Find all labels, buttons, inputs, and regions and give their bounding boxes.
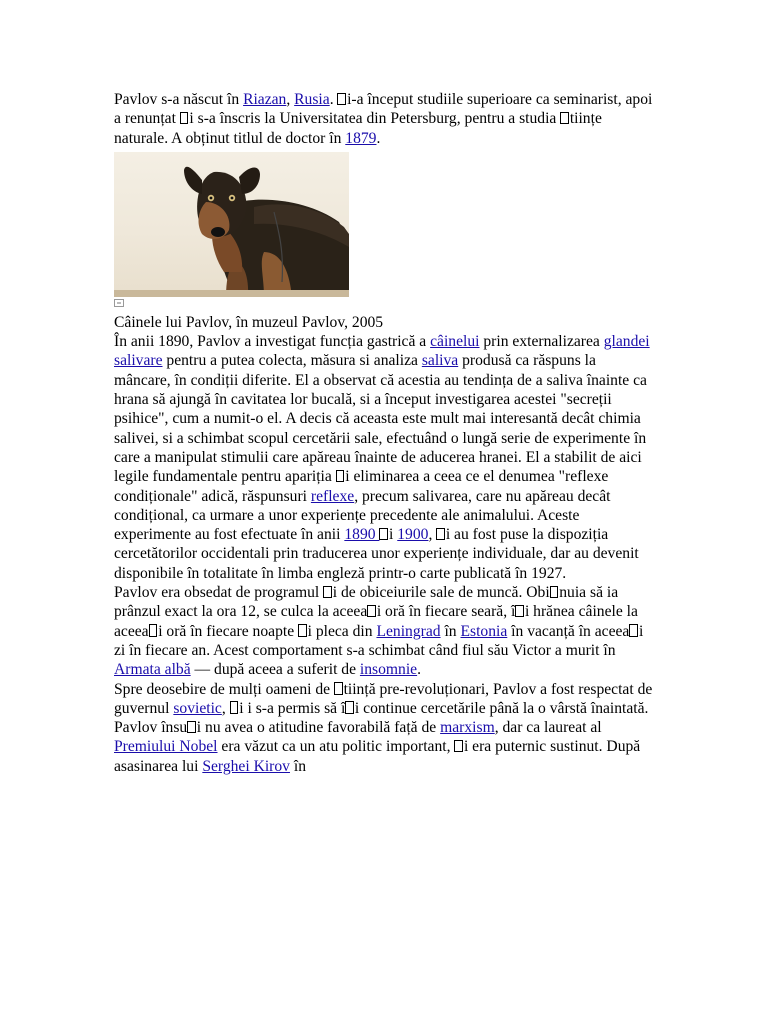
broken-image-icon	[114, 299, 124, 307]
link-estonia[interactable]: Estonia	[460, 622, 508, 640]
link-rusia[interactable]: Rusia	[294, 91, 330, 108]
paragraph-soviet	[114, 680, 654, 776]
text: .	[417, 661, 422, 679]
text: pentru a putea colecta, măsura si analiza	[162, 352, 422, 370]
paragraph-habits	[114, 583, 654, 679]
text: i oră în fiecare noapte	[158, 622, 299, 640]
missing-glyph-icon	[550, 586, 559, 598]
text: era văzut ca un atu politic important,	[217, 738, 455, 756]
link-1890[interactable]: 1890	[344, 526, 380, 544]
missing-glyph-icon	[180, 112, 189, 124]
text: i eliminarea a ceea ce el denumea "reflexe condiționale" adică, răspunsuri	[114, 468, 609, 505]
text: nuia să ia prânzul exact la ora 12, se culca la aceea	[114, 584, 619, 621]
text: ,	[428, 526, 437, 544]
text: i continue cercetările până la o vârstă înaintată. Pavlov însu	[114, 699, 649, 737]
paragraph-birth	[114, 90, 654, 148]
text: i de obiceiurile sale de muncă. Obi	[332, 584, 550, 602]
link-riazan[interactable]: Riazan	[243, 91, 287, 108]
dog-illustration	[114, 152, 349, 297]
text: i i s-a permis să î	[239, 699, 346, 717]
text: în	[440, 622, 461, 640]
text: i-a început studiile superioare ca seminarist, apoi a renunțat	[114, 91, 653, 128]
document-body	[114, 90, 654, 776]
missing-glyph-icon	[560, 112, 569, 124]
link-marxism[interactable]: marxism	[440, 719, 495, 737]
text: tiințe naturale. A obținut titlul de doctor în	[114, 110, 602, 147]
text: i au fost puse la dispoziția cercetătorilor occidentali prin traducerea unor experiențe individuale, dar au devenit disponibile în totalitate în limba engleză printr-o carte publicată în 1927.	[114, 526, 639, 582]
text: Pavlov s-a născut în	[114, 91, 244, 108]
link-insomnie[interactable]: insomnie	[359, 661, 418, 679]
dog-photo	[114, 152, 349, 297]
text: .	[376, 129, 381, 147]
text: , precum salivarea, care nu apăreau decât condițional, ca urmare a unor experiențe precedente ale animalului. Aceste experimente au fost efectuate în anii	[114, 487, 611, 544]
text: în vacanță în aceea	[507, 622, 630, 640]
text: i nu avea o atitudine favorabilă față de	[196, 719, 441, 737]
missing-glyph-icon	[436, 528, 445, 540]
text: în	[289, 757, 306, 775]
missing-glyph-icon	[334, 682, 343, 694]
text: ,	[221, 699, 230, 717]
link-1900[interactable]: 1900	[397, 526, 429, 544]
link-sovietic[interactable]: sovietic	[173, 699, 222, 717]
text: — după aceea a suferit de	[190, 661, 360, 679]
missing-glyph-icon	[379, 528, 388, 540]
link-reflexe[interactable]: reflexe	[310, 487, 355, 505]
link-premiului-nobel[interactable]: Premiului Nobel	[114, 738, 218, 756]
text: i oră în fiecare seară, î	[376, 603, 516, 621]
text: ,	[286, 91, 295, 108]
text: i hrănea câinele la aceea	[114, 603, 638, 640]
text: i era puternic sustinut. După asasinarea lui	[114, 738, 641, 775]
missing-glyph-icon	[323, 586, 332, 598]
text: Spre deosebire de mulți oameni de	[114, 680, 334, 698]
link-glandei-salivare[interactable]: glandei salivare	[114, 333, 650, 370]
link-1879[interactable]: 1879	[345, 129, 377, 147]
link-armata-alba[interactable]: Armata albă	[114, 661, 191, 679]
text: tiință pre-revoluționari, Pavlov a fost respectat de guvernul	[114, 680, 653, 717]
link-leningrad[interactable]: Leningrad	[376, 622, 441, 640]
paragraph-research	[114, 332, 654, 583]
text: produsă ca răspuns la mâncare, în condiții diferite. El a observat că acestia au tendința de a saliva înainte ca hrana să ajungă în cavitatea lor bucală, si a început investigarea acestei "secreții psihice", cum a numit-o el. A decis că aceasta este mult mai interesantă decât chimia salivei, si a schimbat scopul cercetării sale, efectuând o lungă serie de experimente în care a manipulat stimulii care apăreau înainte de aducerea hranei. El a stabilit de aici legile fundamentale pentru apariția	[114, 352, 647, 486]
missing-glyph-icon	[345, 701, 354, 713]
missing-glyph-icon	[367, 605, 376, 617]
text: Pavlov era obsedat de programul	[114, 584, 324, 602]
missing-glyph-icon	[337, 93, 346, 105]
missing-glyph-icon	[298, 624, 307, 636]
missing-glyph-icon	[515, 605, 524, 617]
missing-glyph-icon	[336, 470, 345, 482]
text: .	[329, 91, 338, 108]
link-saliva[interactable]: saliva	[421, 352, 459, 370]
missing-glyph-icon	[629, 624, 638, 636]
text: i zi în fiecare an. Acest comportament s-a schimbat când fiul său Victor a murit în	[114, 622, 644, 659]
text: i	[389, 526, 398, 544]
text: prin externalizarea	[479, 333, 604, 351]
missing-glyph-icon	[454, 740, 463, 752]
text: i s-a înscris la Universitatea din Petersburg, pentru a studia	[189, 110, 561, 128]
text: În anii 1890, Pavlov a investigat funcția gastrică a	[114, 333, 431, 351]
text: , dar ca laureat al	[494, 719, 602, 737]
missing-glyph-icon	[187, 721, 196, 733]
missing-glyph-icon	[230, 701, 239, 713]
link-serghei-kirov[interactable]: Serghei Kirov	[202, 757, 290, 775]
missing-glyph-icon	[149, 624, 158, 636]
figure-caption: Câinele lui Pavlov, în muzeul Pavlov, 2005	[114, 313, 384, 331]
link-cainelui[interactable]: câinelui	[430, 333, 480, 351]
text: i pleca din	[307, 622, 377, 640]
